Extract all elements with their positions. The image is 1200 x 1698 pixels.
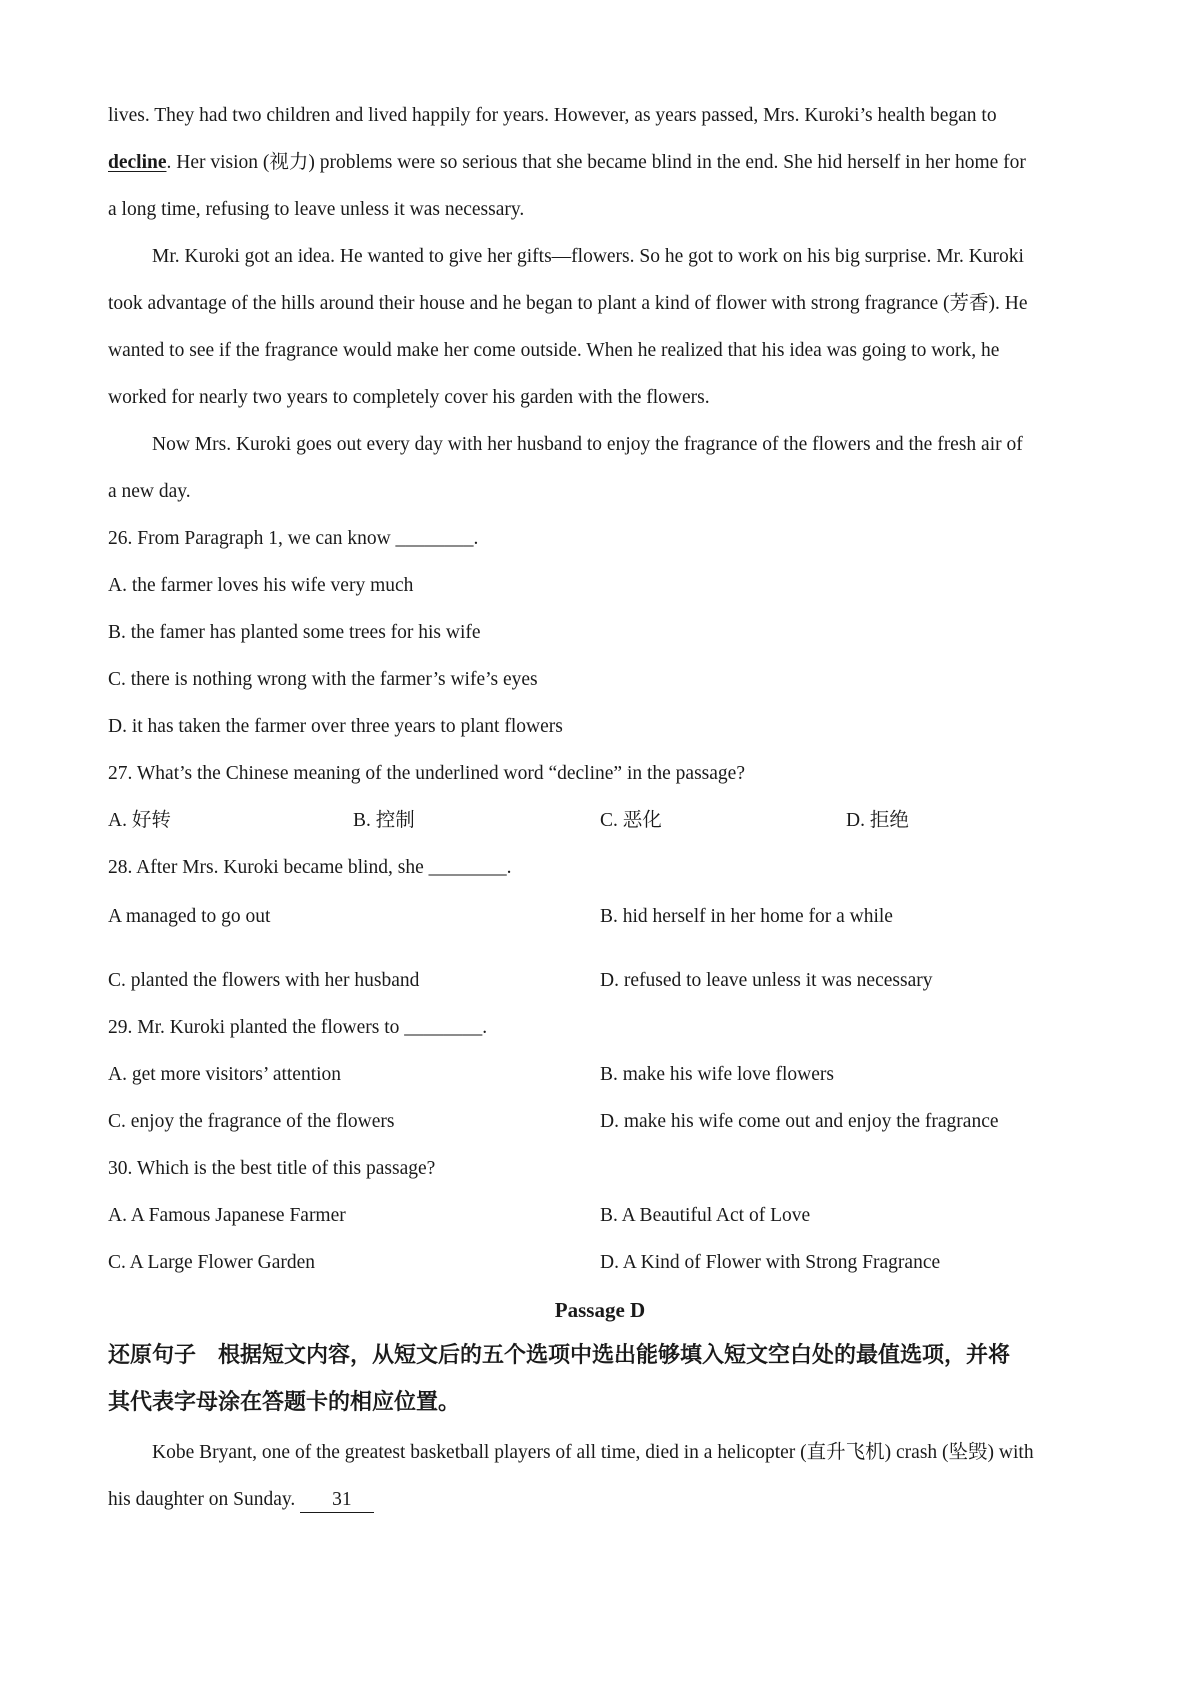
passage-c-line: worked for nearly two years to completely cover his garden with the flowers. [108, 387, 710, 408]
question-28-option-d: D. refused to leave unless it was necessary [600, 970, 933, 991]
question-28-option-c: C. planted the flowers with her husband [108, 970, 420, 991]
passage-c-line: took advantage of the hills around their house and he began to plant a kind of flower with strong fragrance (芳香). He [108, 293, 1028, 314]
passage-c-text: . Her vision (视力) problems were so serious that she became blind in the end. She hid herself in her home for [166, 152, 1026, 173]
passage-c-line [108, 151, 1026, 175]
question-26-option-a: A. the farmer loves his wife very much [108, 575, 414, 596]
question-28-option-a: A managed to go out [108, 906, 271, 927]
passage-d-text: his daughter on Sunday. [108, 1489, 296, 1510]
passage-c-line: a new day. [108, 481, 191, 502]
question-26-option-d: D. it has taken the farmer over three years to plant flowers [108, 716, 563, 737]
question-27-option-c: C. 恶化 [600, 810, 662, 831]
question-28-stem: 28. After Mrs. Kuroki became blind, she ________. [108, 857, 512, 878]
passage-d-line: Kobe Bryant, one of the greatest basketball players of all time, died in a helicopter (直升飞机) crash (坠毁) with [152, 1442, 1034, 1463]
question-28-option-b: B. hid herself in her home for a while [600, 906, 893, 927]
question-30-option-b: B. A Beautiful Act of Love [600, 1205, 811, 1226]
question-29-option-c: C. enjoy the fragrance of the flowers [108, 1111, 395, 1132]
question-26-stem: 26. From Paragraph 1, we can know ________. [108, 528, 479, 549]
passage-d-line [108, 1488, 374, 1513]
question-26-option-c: C. there is nothing wrong with the farmer’s wife’s eyes [108, 669, 538, 690]
question-27-stem: 27. What’s the Chinese meaning of the underlined word “decline” in the passage? [108, 763, 745, 784]
passage-c-line: Mr. Kuroki got an idea. He wanted to give her gifts—flowers. So he got to work on his big surprise. Mr. Kuroki [152, 246, 1024, 267]
passage-d-instruction: 还原句子 根据短文内容，从短文后的五个选项中选出能够填入短文空白处的最值选项，并将 [108, 1343, 1011, 1368]
passage-d-heading: Passage D [554, 1298, 646, 1322]
question-30-option-a: A. A Famous Japanese Farmer [108, 1205, 346, 1226]
question-27-options [108, 809, 1108, 833]
question-29-option-b: B. make his wife love flowers [600, 1064, 834, 1085]
passage-d-instruction: 其代表字母涂在答题卡的相应位置。 [108, 1390, 461, 1415]
passage-c-line: Now Mrs. Kuroki goes out every day with her husband to enjoy the fragrance of the flowers and the fresh air of [152, 434, 1023, 455]
question-27-option-d: D. 拒绝 [846, 810, 909, 831]
question-27-option-a: A. 好转 [108, 810, 171, 831]
blank-31[interactable]: 31 [300, 1488, 374, 1513]
question-29-option-a: A. get more visitors’ attention [108, 1064, 342, 1085]
question-30-option-d: D. A Kind of Flower with Strong Fragrance [600, 1252, 941, 1273]
question-29-stem: 29. Mr. Kuroki planted the flowers to ________. [108, 1017, 488, 1038]
passage-c-line: wanted to see if the fragrance would make her come outside. When he realized that his idea was going to work, he [108, 340, 1000, 361]
question-30-option-c: C. A Large Flower Garden [108, 1252, 316, 1273]
question-27-option-b: B. 控制 [353, 810, 415, 831]
question-30-stem: 30. Which is the best title of this passage? [108, 1158, 436, 1179]
question-29-option-d: D. make his wife come out and enjoy the fragrance [600, 1111, 999, 1132]
passage-c-line: lives. They had two children and lived happily for years. However, as years passed, Mrs. Kuroki’s health began to [108, 105, 997, 126]
passage-c-line: a long time, refusing to leave unless it was necessary. [108, 199, 525, 220]
underlined-word-decline: decline [108, 152, 167, 173]
question-26-option-b: B. the famer has planted some trees for his wife [108, 622, 481, 643]
